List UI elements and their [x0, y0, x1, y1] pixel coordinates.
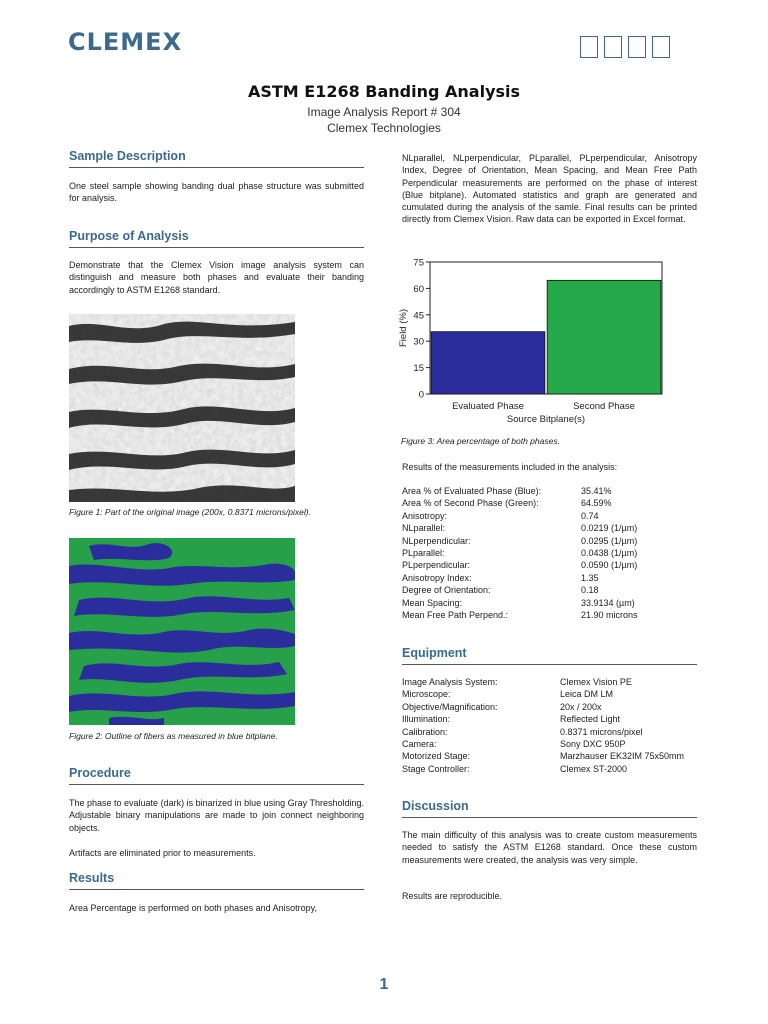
- figure-2-bitplane: [69, 538, 295, 725]
- equipment-heading: Equipment: [402, 646, 697, 665]
- report-company: Clemex Technologies: [327, 121, 441, 135]
- y-tick-label: 60: [413, 283, 424, 295]
- sample-description-text: One steel sample showing banding dual phase structure was submitted for analysis.: [69, 181, 364, 204]
- report-title: ASTM E1268 Banding Analysis: [247, 82, 521, 101]
- measurement-label: Mean Spacing:: [402, 597, 463, 608]
- measurement-label: NLparallel:: [402, 523, 446, 534]
- equipment-label: Motorized Stage:: [402, 751, 471, 762]
- measurement-value: 0.0438 (1/µm): [581, 548, 638, 559]
- measurement-row: [402, 584, 697, 596]
- discussion-heading: Discussion: [402, 799, 697, 818]
- measurement-label: NLperpendicular:: [402, 535, 471, 546]
- figure-1-caption: Figure 1: Part of the original image (200x, 0.8371 microns/pixel).: [69, 507, 311, 517]
- measurement-row: [402, 497, 697, 509]
- equipment-value: Leica DM LM: [560, 689, 614, 700]
- equipment-list: [402, 676, 697, 775]
- measurement-label: Area % of Second Phase (Green):: [402, 498, 539, 509]
- equipment-row: [402, 713, 697, 725]
- measurement-value: 33.9134 (µm): [581, 597, 635, 608]
- equipment-value: Sony DXC 950P: [560, 739, 626, 750]
- equipment-label: Objective/Magnification:: [402, 701, 498, 712]
- discussion-text-2: Results are reproducible.: [402, 891, 503, 901]
- measurement-row: [402, 485, 697, 497]
- measurement-row: [402, 547, 697, 559]
- header-box: [604, 36, 622, 58]
- measurement-label: PLparallel:: [402, 548, 445, 559]
- measurement-value: 35.41%: [581, 486, 612, 496]
- equipment-label: Illumination:: [402, 714, 451, 725]
- procedure-text-2: Artifacts are eliminated prior to measurements.: [69, 848, 256, 858]
- results-text-right: NLparallel, NLperpendicular, PLparallel, PLperpendicular, Anisotropy Index, Degree of Orientation, Mean Spacing, and Mean Free Path Perpendicular measurements are performed on the phase of interest (Blue bitplane). Automated statistics and graph are generated and cumulated during the analysis of the samle. Final results can be printed directly from Clemex Vision. Raw data can be exported in Excel format.: [402, 153, 697, 225]
- figure-1-micrograph: [69, 314, 295, 502]
- figure-3-chart: [396, 252, 686, 430]
- discussion-text-1: The main difficulty of this analysis was to create custom measurements needed to satisfy the ASTM E1268 standard. Once these custom measurements were created, the analysis was very simple.: [402, 830, 697, 865]
- equipment-row: [402, 726, 697, 738]
- equipment-row: [402, 738, 697, 750]
- equipment-value: Clemex Vision PE: [560, 677, 632, 687]
- y-tick-label: 15: [413, 363, 424, 375]
- header-box: [628, 36, 646, 58]
- figure-3-caption: Figure 3: Area percentage of both phases.: [401, 436, 560, 446]
- measurement-label: PLperpendicular:: [402, 560, 471, 571]
- equipment-label: Camera:: [402, 739, 437, 750]
- header-box: [652, 36, 670, 58]
- measurement-value: 0.74: [581, 510, 599, 521]
- measurement-label: Area % of Evaluated Phase (Blue):: [402, 486, 542, 496]
- bar: [547, 280, 661, 394]
- measurement-label: Anisotropy Index:: [402, 572, 472, 583]
- measurements-list: [402, 485, 697, 621]
- procedure-heading: Procedure: [69, 766, 364, 785]
- measurement-value: 21.90 microns: [581, 610, 638, 621]
- x-tick-label: Evaluated Phase: [452, 401, 524, 412]
- measurement-value: 0.0590 (1/µm): [581, 560, 638, 571]
- y-tick-label: 45: [413, 310, 424, 322]
- measurement-row: [402, 522, 697, 534]
- equipment-value: 20x / 200x: [560, 701, 602, 712]
- equipment-value: 0.8371 microns/pixel: [560, 726, 643, 737]
- measurement-value: 0.18: [581, 585, 599, 596]
- bitplane-image: [69, 538, 295, 725]
- measurement-row: [402, 572, 697, 584]
- bar: [431, 332, 545, 394]
- sample-description-heading: Sample Description: [69, 149, 364, 168]
- equipment-value: Marzhauser EK32IM 75x50mm: [560, 751, 685, 762]
- equipment-value: Clemex ST-2000: [560, 763, 628, 774]
- y-tick-label: 0: [418, 389, 424, 401]
- measurement-value: 1.35: [581, 572, 599, 583]
- measurement-row: [402, 609, 697, 621]
- procedure-text-1: The phase to evaluate (dark) is binarized in blue using Gray Thresholding. Adjustable binary manipulations are made to join connect neighboring objects.: [69, 798, 365, 833]
- area-percentage-chart: [396, 252, 686, 430]
- equipment-row: [402, 676, 697, 688]
- equipment-label: Calibration:: [402, 726, 448, 737]
- header-boxes: [580, 36, 670, 58]
- purpose-text: Demonstrate that the Clemex Vision image analysis system can distinguish and measure both phases and evaluate their banding accordingly to ASTM E1268 standard.: [69, 260, 364, 295]
- equipment-label: Stage Controller:: [402, 763, 470, 774]
- report-number: Image Analysis Report # 304: [307, 105, 461, 119]
- equipment-value: Reflected Light: [560, 714, 621, 725]
- equipment-row: [402, 688, 697, 700]
- measurements-intro: Results of the measurements included in the analysis:: [402, 462, 618, 472]
- y-tick-label: 75: [413, 257, 424, 269]
- measurement-row: [402, 510, 697, 522]
- purpose-heading: Purpose of Analysis: [69, 229, 364, 248]
- measurement-value: 0.0219 (1/µm): [581, 523, 638, 534]
- measurement-row: [402, 535, 697, 547]
- page-number: 1: [379, 976, 389, 993]
- y-axis-label: Field (%): [398, 308, 409, 348]
- equipment-row: [402, 763, 697, 775]
- measurement-label: Mean Free Path Perpend.:: [402, 610, 509, 621]
- equipment-row: [402, 701, 697, 713]
- equipment-label: Microscope:: [402, 689, 451, 700]
- x-axis-label: Source Bitplane(s): [506, 414, 586, 425]
- measurement-label: Anisotropy:: [402, 510, 448, 521]
- equipment-row: [402, 750, 697, 762]
- measurement-label: Degree of Orientation:: [402, 585, 491, 596]
- measurement-row: [402, 559, 697, 571]
- micrograph-image: [69, 314, 295, 502]
- figure-2-caption: Figure 2: Outline of fibers as measured in blue bitplane.: [69, 731, 278, 741]
- clemex-logo: CLEMEX: [68, 28, 183, 56]
- results-heading: Results: [69, 871, 364, 890]
- x-tick-label: Second Phase: [573, 401, 635, 412]
- header-box: [580, 36, 598, 58]
- measurement-row: [402, 597, 697, 609]
- equipment-label: Image Analysis System:: [402, 677, 498, 687]
- measurement-value: 64.59%: [581, 498, 612, 509]
- results-text-left: Area Percentage is performed on both phases and Anisotropy,: [69, 903, 317, 913]
- y-tick-label: 30: [413, 336, 424, 348]
- measurement-value: 0.0295 (1/µm): [581, 535, 638, 546]
